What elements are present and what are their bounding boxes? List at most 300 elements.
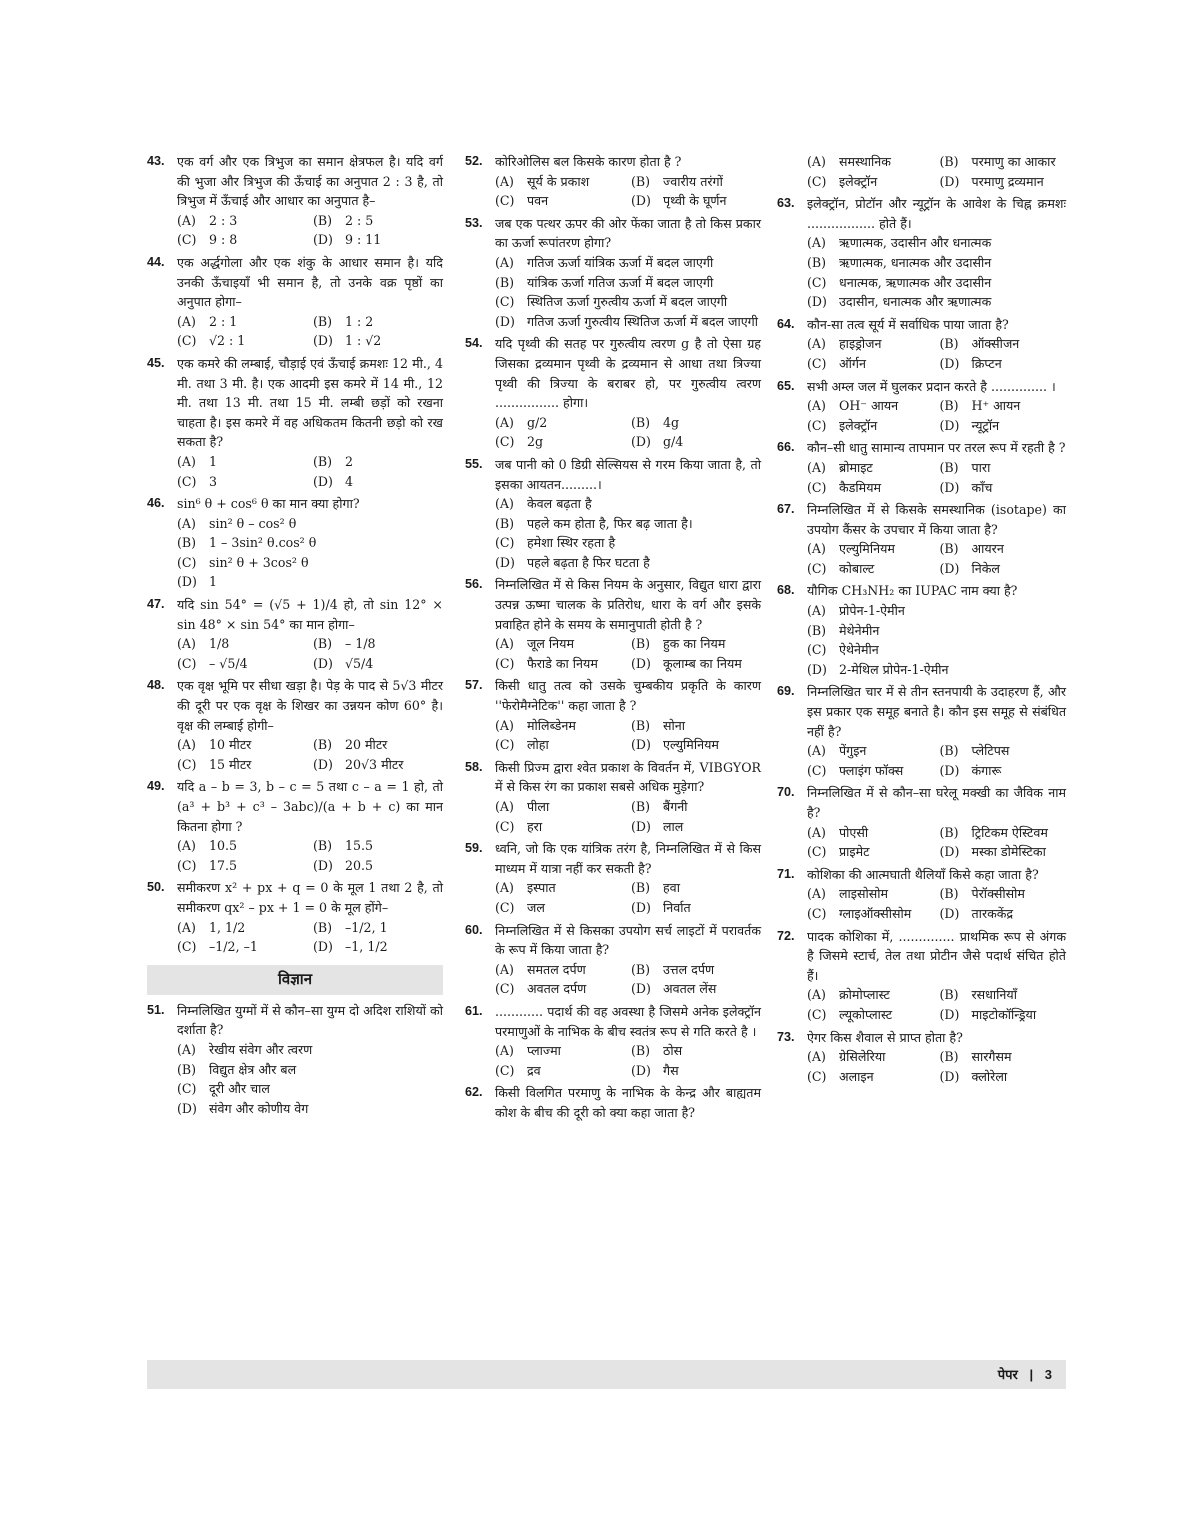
option-text: 17.5 — [209, 857, 238, 873]
option-text: 9 : 8 — [209, 232, 238, 248]
question-text: sin⁶ θ + cos⁶ θ का मान क्या होगा? — [177, 496, 360, 512]
option-text: संवेग और कोणीय वेग — [209, 1100, 309, 1116]
question — [465, 921, 761, 999]
option-item — [495, 312, 761, 332]
option-label: (B) — [939, 154, 959, 169]
option-text: मोलिब्डेनम — [527, 717, 576, 733]
page-number: 3 — [1044, 1367, 1052, 1382]
question-head — [465, 758, 761, 797]
option-text: उत्तल दर्पण — [663, 961, 715, 977]
option-label: (C) — [807, 479, 827, 495]
question-text: पादक कोशिका में, .............. प्राथमिक रूप से अंगक है जिसमे स्टार्च, तेल तथा प्रोटीन जैसे पदार्थ संचित होते हैं। — [807, 928, 1066, 983]
option-item — [631, 716, 761, 736]
question-text: यदि sin 54° = (√5 + 1)/4 हो, तो sin 12° × sin 48° × sin 54° का मान होगा– — [177, 597, 443, 632]
options-list — [147, 634, 443, 673]
option-text: पवन — [527, 193, 549, 209]
option-text: ज्वारीय तरंगों — [663, 173, 723, 189]
option-label: (B) — [631, 173, 651, 189]
question-head — [777, 377, 1066, 397]
option-item — [631, 654, 761, 674]
option-item — [177, 230, 307, 250]
option-label: (C) — [495, 193, 515, 209]
option-text: ल्यूकोप्लास्ट — [839, 1006, 893, 1022]
option-text: प्रोपेन-1-ऐमीन — [839, 603, 905, 619]
option-label: (D) — [495, 313, 515, 329]
question — [465, 152, 761, 211]
question-head — [147, 676, 443, 735]
option-item — [177, 856, 307, 876]
option-label: (C) — [807, 560, 827, 576]
option-text: 9 : 11 — [345, 232, 382, 248]
option-text: इस्पात — [527, 880, 556, 896]
question-head — [465, 921, 761, 960]
option-text: समस्थानिक — [839, 154, 891, 169]
options-list — [777, 539, 1066, 578]
question-text: यदि पृथ्वी की सतह पर गुरुत्वीय त्वरण g है तो ऐसा ग्रह जिसका द्रव्यमान पृथ्वी के द्रव्यमान से आधा तथा त्रिज्या पृथ्वी की त्रिज्या के बराबर हो, पर गुरुत्वीय त्वरण ................ होगा। — [495, 336, 761, 411]
question — [777, 783, 1066, 861]
question — [465, 676, 761, 754]
options-list — [465, 634, 761, 673]
question-number: 52. — [465, 154, 483, 168]
option-label: (C) — [807, 274, 827, 290]
option-label: (B) — [177, 1061, 197, 1077]
option-label: (C) — [177, 857, 197, 873]
option-label: (D) — [313, 333, 333, 349]
option-text: न्यूट्रॉन — [971, 417, 1000, 433]
question-head — [465, 214, 761, 253]
option-text: –1, 1/2 — [345, 939, 388, 955]
option-label: (A) — [807, 886, 826, 902]
option-label: (C) — [177, 756, 197, 772]
option-item — [631, 191, 761, 211]
question-text: निम्नलिखित युग्मों में से कौन–सा युग्म दो अदिश राशियों को दर्शाता है? — [177, 1002, 443, 1038]
option-item — [631, 898, 761, 918]
options-list — [777, 334, 1066, 373]
option-item — [807, 1005, 934, 1025]
options-list — [147, 312, 443, 351]
question — [465, 214, 761, 332]
option-item — [807, 253, 1066, 273]
option-label: (A) — [807, 824, 826, 840]
option-label: (D) — [939, 762, 960, 778]
option-text: अवतल लेंस — [663, 981, 717, 997]
option-item — [495, 514, 761, 534]
option-item — [807, 823, 934, 843]
option-item — [313, 472, 443, 492]
options-list — [465, 716, 761, 755]
option-item — [807, 741, 934, 761]
options-list — [777, 823, 1066, 862]
option-label: (A) — [177, 515, 196, 531]
option-item — [313, 211, 443, 231]
options-list — [777, 152, 1066, 191]
option-text: 2 — [345, 453, 354, 469]
question-number: 59. — [465, 841, 483, 856]
option-item — [495, 432, 625, 452]
options-list — [465, 797, 761, 836]
question-number: 63. — [777, 196, 795, 211]
option-item — [313, 331, 443, 351]
question-text: सभी अम्ल जल में घुलकर प्रदान करते है .............. । — [807, 378, 1056, 394]
options-list — [777, 396, 1066, 435]
question-head — [777, 438, 1066, 458]
option-item — [177, 634, 307, 654]
footer-separator: | — [1029, 1367, 1034, 1382]
option-label: (A) — [177, 313, 196, 329]
option-text: पहले बढ़ता है फिर घटता है — [527, 554, 650, 570]
question-head — [147, 494, 443, 514]
option-label: (D) — [939, 1006, 960, 1022]
question — [147, 494, 443, 592]
option-text: 20.5 — [345, 857, 374, 873]
option-label: (B) — [177, 535, 197, 551]
question-text: किसी धातु तत्व को उसके चुम्बकीय प्रकृति के कारण ''फेरोमैग्नेटिक'' कहा जाता है ? — [495, 678, 761, 714]
option-item — [313, 452, 443, 472]
option-label: (D) — [631, 899, 651, 915]
option-item — [495, 898, 625, 918]
question — [465, 1002, 761, 1080]
option-item — [177, 553, 443, 573]
option-label: (A) — [807, 541, 826, 557]
option-label: (C) — [177, 554, 197, 570]
question-number: 69. — [777, 684, 795, 699]
option-text: 15.5 — [345, 838, 374, 854]
footer-label: पेपर — [997, 1367, 1018, 1382]
options-list — [147, 452, 443, 491]
option-label: (B) — [631, 414, 651, 430]
option-item — [807, 1047, 934, 1067]
question — [777, 315, 1066, 374]
option-label: (D) — [495, 554, 515, 570]
option-item — [807, 842, 934, 862]
option-label: (A) — [807, 603, 826, 619]
option-item — [177, 1060, 443, 1080]
option-text: पीला — [527, 799, 550, 814]
question-text: कौन–सी धातु सामान्य तापमान पर तरल रूप में रहती है ? — [807, 440, 1066, 456]
option-item — [631, 797, 761, 817]
option-label: (A) — [495, 636, 514, 652]
option-label: (B) — [313, 453, 333, 469]
option-text: sin² θ – cos² θ — [209, 515, 297, 531]
option-item — [940, 823, 1067, 843]
question-head — [147, 878, 443, 917]
option-text: फ्लाइंग फॉक्स — [839, 762, 904, 778]
question — [147, 595, 443, 673]
question-text: यदि a – b = 3, b – c = 5 तथा c – a = 1 हो, तो (a³ + b³ + c³ – 3abc)/(a + b + c) का मान कितना होगा ? — [177, 779, 443, 834]
option-text: 3 — [209, 473, 218, 489]
question — [147, 354, 443, 491]
option-text: माइटोकॉन्ड्रिया — [971, 1006, 1037, 1022]
option-text: मस्का डोमेस्टिका — [971, 844, 1046, 860]
option-item — [940, 334, 1067, 354]
options-list — [465, 878, 761, 917]
option-label: (B) — [939, 987, 959, 1003]
option-text: √2 : 1 — [209, 333, 246, 349]
option-item — [940, 761, 1067, 781]
question-head — [465, 455, 761, 494]
option-item — [807, 458, 934, 478]
option-label: (C) — [177, 333, 197, 349]
question — [465, 839, 761, 917]
option-text: रसधानियाँ — [971, 987, 1017, 1003]
option-label: (C) — [177, 939, 197, 955]
option-text: sin² θ + 3cos² θ — [209, 554, 309, 570]
question — [465, 455, 761, 573]
option-label: (A) — [495, 717, 514, 733]
option-text: लाल — [663, 818, 684, 834]
option-text: 20 मीटर — [345, 737, 388, 753]
option-text: गैस — [663, 1062, 679, 1078]
question-number: 47. — [147, 597, 165, 612]
option-label: (D) — [939, 355, 960, 371]
option-label: (C) — [495, 535, 515, 551]
question-number: 70. — [777, 785, 795, 800]
question-text: निम्नलिखित में से किसके समस्थानिक (isotape) का उपयोग कैंसर के उपचार में किया जाता है? — [807, 502, 1066, 537]
question — [465, 1083, 761, 1122]
option-text: हमेशा स्थिर रहता है — [527, 535, 616, 551]
option-text: एल्युमिनियम — [663, 737, 719, 753]
option-text: 1 : √2 — [345, 333, 382, 349]
option-text: 1, 1/2 — [209, 919, 246, 935]
option-item — [631, 735, 761, 755]
option-label: (D) — [177, 1100, 197, 1116]
option-label: (C) — [807, 173, 827, 189]
option-text: – √5/4 — [209, 655, 248, 671]
option-item — [177, 1079, 443, 1099]
option-label: (B) — [495, 274, 515, 290]
option-text: 1 – 3sin² θ.cos² θ — [209, 535, 317, 551]
question-head — [465, 676, 761, 715]
option-item — [313, 634, 443, 654]
question-number: 43. — [147, 154, 165, 168]
question-number: 46. — [147, 496, 165, 511]
option-text: जल — [527, 899, 545, 915]
question-text: किसी विलगित परमाणु के नाभिक के केन्द्र और बाह्यतम कोश के बीच की दूरी को क्या कहा जाता है? — [495, 1085, 761, 1120]
question-number: 58. — [465, 759, 483, 774]
option-label: (B) — [631, 799, 651, 814]
option-item — [177, 918, 307, 938]
option-item — [495, 735, 625, 755]
question — [777, 194, 1066, 312]
option-item — [313, 230, 443, 250]
option-item — [495, 191, 625, 211]
option-text: प्राइमेट — [839, 844, 870, 860]
options-list — [777, 884, 1066, 923]
option-label: (D) — [939, 173, 960, 189]
option-text: प्लेटिपस — [971, 743, 1010, 759]
option-label: (B) — [939, 398, 959, 414]
option-label: (B) — [313, 212, 333, 228]
option-label: (B) — [631, 880, 651, 896]
question-text: कोशिका की आत्मघाती थैलियाँ किसे कहा जाता है? — [807, 866, 1039, 882]
option-item — [807, 601, 1066, 621]
question-text: निम्नलिखित में से कौन–सा घरेलू मक्खी का जैविक नाम है? — [807, 785, 1066, 820]
question-text: समीकरण x² + px + q = 0 के मूल 1 तथा 2 है, तो समीकरण qx² – px + 1 = 0 के मूल होंगे– — [177, 880, 443, 915]
option-text: मेथेनेमीन — [839, 622, 880, 638]
option-text: सारगैसम — [971, 1049, 1012, 1065]
option-text: विद्युत क्षेत्र और बल — [209, 1061, 297, 1077]
option-item — [495, 533, 761, 553]
option-item — [177, 1099, 443, 1119]
question-head — [465, 334, 761, 412]
question-head — [777, 783, 1066, 822]
option-item — [807, 884, 934, 904]
question-number: 61. — [465, 1003, 483, 1018]
question-number: 53. — [465, 215, 483, 230]
question-number: 67. — [777, 502, 795, 517]
option-text: अलाइन — [839, 1068, 874, 1084]
option-label: (C) — [495, 899, 515, 915]
option-item — [940, 1047, 1067, 1067]
option-label: (B) — [313, 636, 333, 652]
page-footer — [147, 1360, 1066, 1389]
options-list — [777, 233, 1066, 311]
option-label: (A) — [807, 743, 826, 759]
option-label: (D) — [939, 560, 960, 576]
option-text: 20√3 मीटर — [345, 756, 404, 772]
question-number: 44. — [147, 254, 165, 269]
option-item — [631, 817, 761, 837]
option-label: (C) — [807, 1068, 827, 1084]
options-list — [777, 741, 1066, 780]
option-item — [940, 539, 1067, 559]
option-label: (D) — [807, 661, 827, 677]
option-label: (B) — [631, 961, 651, 977]
question-text: जब पानी को 0 डिग्री सेल्सियस से गरम किया जाता है, तो इसका आयतन.........। — [495, 456, 761, 492]
option-text: 4g — [663, 414, 680, 430]
option-item — [495, 716, 625, 736]
question-head — [777, 682, 1066, 741]
option-item — [807, 334, 934, 354]
option-label: (A) — [495, 880, 514, 896]
options-list — [147, 836, 443, 875]
option-text: क्रोमोप्लास्ट — [839, 987, 890, 1003]
option-label: (C) — [807, 762, 827, 778]
question-number: 49. — [147, 779, 165, 794]
option-item — [807, 660, 1066, 680]
option-text: परमाणु का आकार — [971, 154, 1056, 169]
question — [777, 865, 1066, 924]
question-text: कोरिओलिस बल किसके कारण होता है ? — [495, 154, 682, 169]
option-text: ऋणात्मक, उदासीन और धनात्मक — [839, 235, 992, 251]
options-list — [465, 494, 761, 572]
question — [777, 152, 1066, 191]
options-list — [465, 253, 761, 331]
option-label: (B) — [631, 717, 651, 733]
option-item — [940, 152, 1067, 172]
option-text: इलेक्ट्रॉन — [839, 173, 878, 189]
options-list — [777, 985, 1066, 1024]
option-item — [495, 494, 761, 514]
option-item — [177, 836, 307, 856]
option-text: H⁺ आयन — [971, 398, 1021, 414]
option-item — [940, 416, 1067, 436]
option-label: (B) — [939, 824, 959, 840]
option-text: धनात्मक, ऋणात्मक और उदासीन — [839, 274, 992, 290]
option-item — [807, 985, 934, 1005]
option-label: (A) — [177, 919, 196, 935]
option-label: (C) — [495, 818, 515, 834]
option-text: पेरॉक्सीसोम — [971, 886, 1025, 902]
option-label: (B) — [313, 838, 333, 854]
option-label: (C) — [807, 355, 827, 371]
question-text: ध्वनि, जो कि एक यांत्रिक तरंग है, निम्नलिखित में से किस माध्यम में यात्रा नहीं कर सकती है? — [495, 841, 761, 876]
question — [147, 1001, 443, 1119]
option-text: समतल दर्पण — [527, 961, 586, 977]
option-label: (C) — [495, 981, 515, 997]
option-label: (B) — [313, 313, 333, 329]
option-item — [807, 416, 934, 436]
option-text: 1 : 2 — [345, 313, 374, 329]
question-head — [147, 1001, 443, 1040]
options-list — [777, 458, 1066, 497]
option-item — [807, 152, 934, 172]
option-text: यांत्रिक ऊर्जा गतिज ऊर्जा में बदल जाएगी — [527, 274, 714, 290]
option-item — [631, 413, 761, 433]
option-item — [177, 331, 307, 351]
option-item — [177, 312, 307, 332]
question — [777, 682, 1066, 780]
option-text: 4 — [345, 473, 354, 489]
option-text: 15 मीटर — [209, 756, 252, 772]
option-item — [940, 354, 1067, 374]
option-item — [940, 458, 1067, 478]
option-item — [807, 640, 1066, 660]
option-text: ऐथेनेमीन — [839, 642, 879, 658]
option-item — [807, 273, 1066, 293]
option-text: गतिज ऊर्जा गुरुत्वीय स्थितिज ऊर्जा में बदल जाएगी — [527, 313, 759, 329]
option-text: क्लोरेला — [971, 1068, 1008, 1084]
option-item — [177, 1040, 443, 1060]
option-text: एल्युमिनियम — [839, 541, 895, 557]
question-text: एक वर्ग और एक त्रिभुज का समान क्षेत्रफल है। यदि वर्ग की भुजा और त्रिभुज की ऊँचाई का अनुपात 2 : 3 है, तो त्रिभुज में ऊँचाई और आधार का अनुपात है– — [177, 154, 443, 209]
option-text: ग्रेसिलेरिया — [839, 1049, 886, 1065]
option-item — [495, 654, 625, 674]
question-text: निम्नलिखित में से किस नियम के अनुसार, विद्युत धारा द्वारा उत्पन्न ऊष्मा चालक के प्रतिरोध, धारा के वर्ग और इसके प्रवाहित होने के समय के समानुपाती होती है ? — [495, 577, 761, 632]
option-label: (B) — [807, 254, 827, 270]
question-head — [465, 152, 761, 172]
option-text: 2-मेथिल प्रोपेन-1-ऐमीन — [839, 661, 949, 677]
option-text: हाइड्रोजन — [839, 336, 882, 352]
question-head — [465, 575, 761, 634]
option-text: अवतल दर्पण — [527, 981, 587, 997]
question-text: किसी प्रिज्म द्वारा श्वेत प्रकाश के विवर्तन में, VIBGYOR में से किस रंग का प्रकाश सबसे अधिक मुड़ेगा? — [495, 759, 761, 795]
options-list — [465, 1041, 761, 1080]
question-head — [777, 581, 1066, 601]
option-text: ऑर्गन — [839, 355, 866, 371]
option-label: (D) — [313, 655, 333, 671]
option-text: पहले कम होता है, फिर बढ़ जाता है। — [527, 515, 693, 531]
option-label: (D) — [939, 1068, 960, 1084]
option-item — [631, 979, 761, 999]
question-head — [147, 354, 443, 452]
question-head — [465, 1002, 761, 1041]
option-item — [177, 937, 307, 957]
option-item — [495, 253, 761, 273]
option-item — [807, 292, 1066, 312]
option-text: ठोस — [663, 1043, 683, 1059]
question — [777, 1028, 1066, 1087]
option-text: इलेक्ट्रॉन — [839, 417, 878, 433]
option-label: (B) — [807, 622, 827, 638]
options-list — [147, 514, 443, 592]
option-item — [313, 918, 443, 938]
option-label: (D) — [631, 655, 651, 671]
option-text: दूरी और चाल — [209, 1081, 270, 1097]
question-head — [147, 253, 443, 312]
option-item — [313, 312, 443, 332]
question-number: 62. — [465, 1085, 483, 1100]
